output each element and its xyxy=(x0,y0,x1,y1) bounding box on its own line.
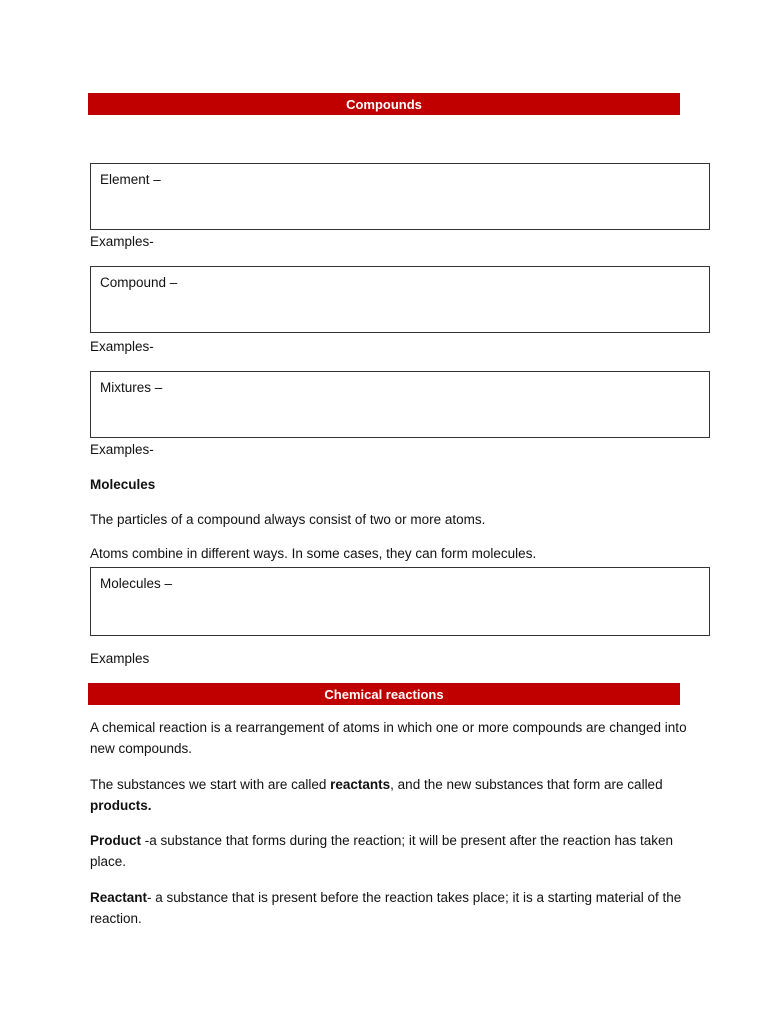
product-definition xyxy=(90,830,690,872)
reactions-para-2-start: The substances we start with are called xyxy=(90,777,331,792)
molecules-label: Molecules – xyxy=(100,576,173,591)
products-term: products. xyxy=(90,798,152,813)
molecules-para-2: Atoms combine in different ways. In some cases, they can form molecules. xyxy=(90,546,537,561)
element-answer-box[interactable] xyxy=(90,163,710,230)
compound-examples: Examples- xyxy=(90,339,154,354)
compounds-banner xyxy=(88,93,680,115)
product-term: Product xyxy=(90,833,142,848)
chemical-reactions-banner xyxy=(88,683,680,705)
reactant-term: Reactant xyxy=(90,890,148,905)
mixtures-examples: Examples- xyxy=(90,442,154,457)
molecules-answer-box[interactable] xyxy=(90,567,710,636)
molecules-para-1: The particles of a compound always consist of two or more atoms. xyxy=(90,512,486,527)
reactant-def-text: - a substance that is present before the reaction takes place; it is a starting material of the reaction. xyxy=(90,890,682,926)
molecules-heading: Molecules xyxy=(90,477,156,492)
chemical-reactions-banner-title: Chemical reactions xyxy=(324,686,444,702)
compound-label: Compound – xyxy=(100,275,178,290)
compounds-banner-title: Compounds xyxy=(346,96,422,112)
element-label: Element – xyxy=(100,172,161,187)
mixtures-label: Mixtures – xyxy=(100,380,163,395)
molecules-examples: Examples xyxy=(90,651,150,666)
reactions-para-2 xyxy=(90,774,690,816)
compound-answer-box[interactable] xyxy=(90,266,710,333)
reactions-para-2-middle: , and the new substances that form are called xyxy=(390,777,663,792)
reactions-para-1: A chemical reaction is a rearrangement of atoms in which one or more compounds are changed into new compounds. xyxy=(90,720,687,756)
reactant-definition xyxy=(90,887,690,929)
mixtures-answer-box[interactable] xyxy=(90,371,710,438)
reactants-term: reactants xyxy=(330,777,391,792)
element-examples: Examples- xyxy=(90,234,154,249)
product-def-text: -a substance that forms during the reaction; it will be present after the reaction has taken place. xyxy=(90,833,674,869)
